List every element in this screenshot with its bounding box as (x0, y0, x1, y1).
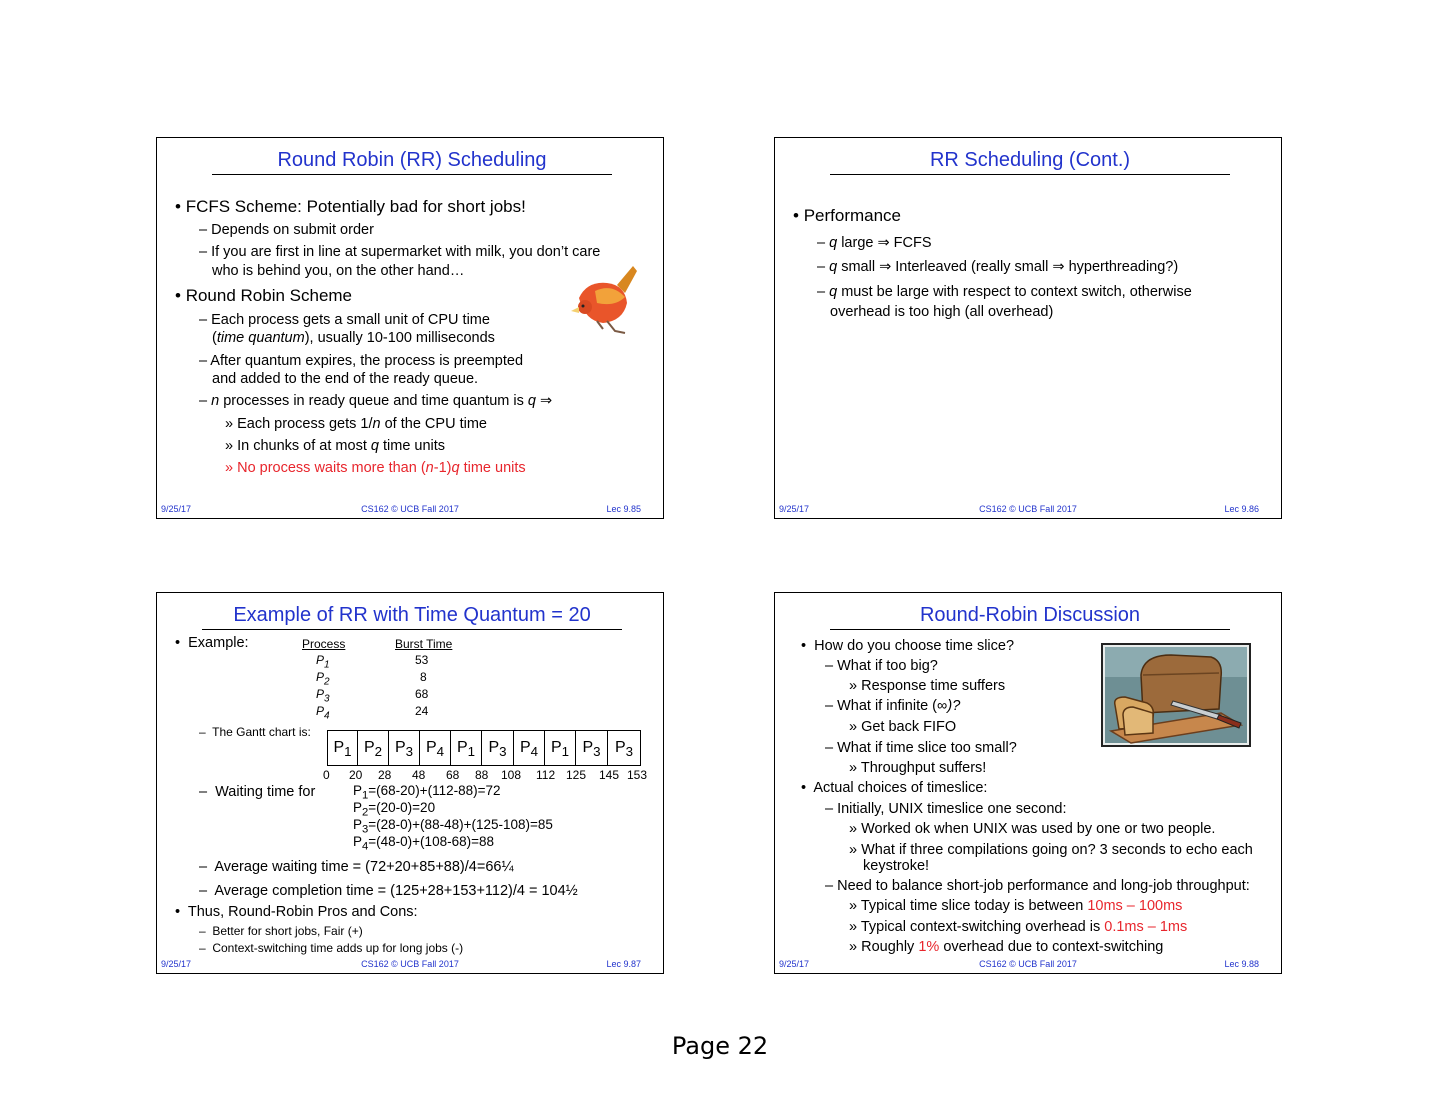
con-item: – Context-switching time adds up for long jobs (-) (199, 941, 464, 955)
sub-bullet: – After quantum expires, the process is preempted (199, 353, 524, 369)
gantt-cell: $P_1$ (328, 731, 358, 765)
gantt-cell: $P_3$ (389, 731, 420, 765)
burst-value: 53 (415, 653, 429, 667)
example-label: • Example: (175, 635, 249, 651)
sub-sub-bullet: » In chunks of at most q time units (225, 438, 446, 454)
slide-rr-example (156, 592, 664, 974)
sub-sub-bullet: » Worked ok when UNIX was used by one or two people. (849, 821, 1216, 837)
table-header-process: Process (302, 637, 346, 651)
wait-line: $P_4=(48-0)+(108-68)=88$ (353, 834, 494, 853)
sub-sub-bullet: » Response time suffers (849, 678, 1006, 694)
sub-bullet-cont: who is behind you, on the other hand… (212, 263, 465, 279)
gantt-cell: $P_3$ (576, 731, 608, 765)
bullet: • How do you choose time slice? (801, 638, 1015, 654)
gantt-cell: $P_4$ (514, 731, 545, 765)
page-number: Page 22 (671, 1032, 769, 1060)
wait-line: $P_1=(68-20)+(112-88)=72$ (353, 783, 501, 802)
slide-rr-cont (774, 137, 1282, 519)
bullet-performance: • Performance (793, 206, 902, 225)
slide-rr-discussion (774, 592, 1282, 974)
sub-bullet-cont: and added to the end of the ready queue. (212, 371, 479, 387)
gantt-tick: 153 (627, 768, 648, 782)
waiting-label: – Waiting time for (199, 784, 316, 800)
process-name: $P_4$ (316, 704, 330, 722)
sub-bullet: – Each process gets a small unit of CPU time (199, 312, 490, 328)
footer-date: 9/25/17 (161, 959, 192, 969)
footer-date: 9/25/17 (779, 959, 810, 969)
gantt-cell: $P_4$ (420, 731, 451, 765)
gantt-tick: 48 (412, 768, 426, 782)
footer-course: CS162 © UCB Fall 2017 (979, 959, 1077, 969)
sub-bullet: – Initially, UNIX timeslice one second: (825, 801, 1067, 817)
gantt-tick: 20 (349, 768, 363, 782)
avg-completion: – Average completion time = (125+28+153+112)/4 = 104½ (199, 883, 578, 899)
slide-rr-scheduling (156, 137, 664, 519)
gantt-tick: 28 (378, 768, 392, 782)
gantt-cell: $P_1$ (545, 731, 576, 765)
footer-date: 9/25/17 (161, 504, 192, 514)
wait-line: $P_2=(20-0)=20$ (353, 800, 436, 819)
sub-bullet: – Depends on submit order (199, 222, 374, 238)
burst-value: 68 (415, 687, 429, 701)
sub-bullet: – What if too big? (825, 658, 938, 674)
bread-knife-illustration (1101, 643, 1251, 747)
gantt-cell: $P_2$ (358, 731, 389, 765)
footer-date: 9/25/17 (779, 504, 810, 514)
robin-bird-illustration (567, 263, 642, 338)
gantt-tick: 125 (566, 768, 587, 782)
footer-course: CS162 © UCB Fall 2017 (361, 959, 459, 969)
pros-cons-bullet: • Thus, Round-Robin Pros and Cons: (175, 904, 418, 920)
footer-course: CS162 © UCB Fall 2017 (979, 504, 1077, 514)
gantt-tick: 108 (501, 768, 522, 782)
gantt-label: – The Gantt chart is: (199, 725, 311, 739)
pro-item: – Better for short jobs, Fair (+) (199, 924, 363, 938)
sub-sub-bullet: » Throughput suffers! (849, 760, 987, 776)
sub-bullet: – Need to balance short-job performance and long-job throughput: (825, 878, 1250, 894)
bullet-rr: • Round Robin Scheme (175, 286, 353, 305)
burst-value: 24 (415, 704, 429, 718)
gantt-cell: $P_1$ (451, 731, 482, 765)
slide-title: Round Robin (RR) Scheduling (212, 147, 612, 175)
gantt-tick: 88 (475, 768, 489, 782)
sub-bullet: – n processes in ready queue and time quantum is q ⇒ (199, 393, 553, 409)
footer-lecture: Lec 9.88 (1224, 959, 1259, 969)
gantt-tick: 0 (323, 768, 330, 782)
bullet: • Actual choices of timeslice: (801, 780, 988, 796)
footer-lecture: Lec 9.85 (606, 504, 641, 514)
process-name: $P_1$ (316, 653, 330, 671)
wait-line: $P_3=(28-0)+(88-48)+(125-108)=85$ (353, 817, 553, 836)
gantt-tick: 145 (599, 768, 620, 782)
table-header-burst: Burst Time (395, 637, 453, 651)
process-name: $P_2$ (316, 670, 330, 688)
footer-lecture: Lec 9.87 (606, 959, 641, 969)
avg-waiting: – Average waiting time = (72+20+85+88)/4=66¼ (199, 859, 514, 875)
sub-sub-bullet: » Typical time slice today is between 10ms – 100ms (849, 898, 1183, 914)
sub-bullet-cont: overhead is too high (all overhead) (830, 304, 1054, 320)
sub-sub-bullet-cont: keystroke! (863, 858, 930, 874)
sub-sub-bullet: » Each process gets 1/n of the CPU time (225, 416, 487, 432)
gantt-tick: 112 (536, 768, 556, 782)
gantt-chart (327, 730, 641, 766)
slide-title: RR Scheduling (Cont.) (830, 147, 1230, 175)
bullet-fcfs: • FCFS Scheme: Potentially bad for short jobs! (175, 197, 526, 216)
sub-sub-bullet: » What if three compilations going on? 3 seconds to echo each (849, 842, 1253, 858)
process-name: $P_3$ (316, 687, 330, 705)
gantt-cell: $P_3$ (614, 739, 634, 760)
sub-bullet: – If you are first in line at supermarket with milk, you don’t care (199, 244, 601, 260)
sub-sub-bullet: » Roughly 1% overhead due to context-switching (849, 939, 1164, 955)
sub-sub-bullet-highlight: » No process waits more than (n-1)q time units (225, 460, 526, 476)
footer-course: CS162 © UCB Fall 2017 (361, 504, 459, 514)
sub-bullet: – q must be large with respect to context switch, otherwise (817, 284, 1192, 300)
footer-lecture: Lec 9.86 (1224, 504, 1259, 514)
sub-bullet-cont: (time quantum), usually 10-100 milliseconds (212, 330, 495, 346)
sub-bullet: – What if time slice too small? (825, 740, 1017, 756)
burst-value: 8 (420, 670, 427, 684)
sub-bullet: – q small ⇒ Interleaved (really small ⇒ hyperthreading?) (817, 259, 1179, 275)
slide-title: Example of RR with Time Quantum = 20 (202, 602, 622, 630)
sub-sub-bullet: » Typical context-switching overhead is 0.1ms – 1ms (849, 919, 1188, 935)
sub-bullet: – q large ⇒ FCFS (817, 235, 932, 251)
slide-title: Round-Robin Discussion (830, 602, 1230, 630)
sub-bullet: – What if infinite (∞)? (825, 698, 961, 714)
gantt-cell: $P_3$ (482, 731, 514, 765)
gantt-tick: 68 (446, 768, 460, 782)
sub-sub-bullet: » Get back FIFO (849, 719, 957, 735)
